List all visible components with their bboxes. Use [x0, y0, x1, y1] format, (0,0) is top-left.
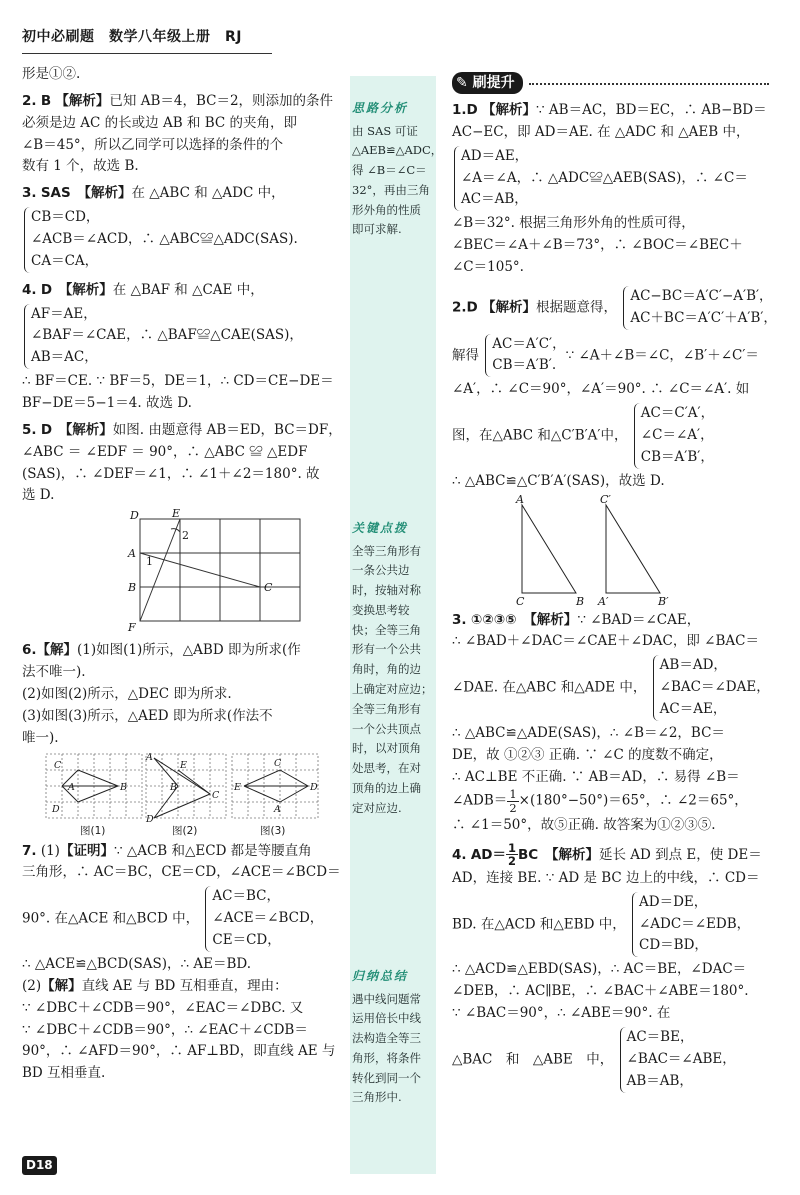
text-line: 已知 AB＝4，BC＝2，则添加的条件	[109, 92, 334, 109]
equation-system	[24, 304, 303, 370]
side-note-line: 由 SAS 可证	[352, 123, 418, 138]
text-fragment: ∵ ∠A＋∠B＝∠C，∠B′＋∠C′＝	[565, 346, 759, 363]
side-note-line: 顶角的边上确	[352, 780, 421, 795]
text-line: 法不唯一).	[22, 664, 86, 681]
side-note-line: 角形，将条件	[352, 1050, 421, 1065]
equation-line: CE＝CD，	[212, 932, 281, 949]
equation-line: AC＝AE，	[659, 701, 727, 718]
analysis-tag: 【解析】	[65, 421, 113, 438]
text-line: ∵ ∠DBC＋∠CDB＝90°，∠EAC＝∠DBC. 又	[22, 999, 304, 1016]
equation-system	[454, 146, 748, 212]
side-note-line: 三角形中.	[352, 1090, 402, 1105]
equation-system	[24, 207, 298, 273]
section-title-bar	[452, 72, 782, 96]
question-number: 2.	[22, 92, 37, 109]
text-line: ∠B＝45°，所以乙同学可以选择的条件的个	[22, 136, 284, 153]
text-line: (3)如图(3)所示，△AED 即为所求(作法不	[22, 707, 273, 724]
text-fragment: ∠DAE. 在△ABC 和△ADE 中，	[452, 679, 647, 696]
svg-text:E: E	[234, 781, 241, 793]
equation-line: AC＋BC＝A′C′＋A′B′，	[630, 309, 777, 326]
equation-system	[634, 403, 714, 469]
text-fragment: 图，在△ABC 和△C′B′A′中，	[452, 427, 628, 444]
text-line: ∠BEC＝∠A＋∠B＝73°，∴ ∠BOC＝∠BEC＋	[452, 237, 743, 254]
side-note-line: 即可求解.	[352, 222, 402, 237]
text-line: BD 互相垂直.	[22, 1065, 106, 1082]
answer-4	[22, 280, 348, 415]
answer-choice: D	[40, 421, 53, 438]
side-note-line: 形有一个公共	[352, 642, 421, 657]
figure-caption: 图(3)	[260, 824, 286, 836]
answer-5	[22, 420, 348, 635]
answer-choice: D	[40, 281, 53, 298]
text-line: ∵ AB＝AC，BD＝EC，∴ AB−BD＝	[536, 102, 767, 118]
equation-system	[205, 886, 323, 952]
text-line: ∴ △ABC≌△C′B′A′(SAS)，故选 D.	[452, 472, 665, 489]
text-line: ∴ △ACD≌△EBD(SAS)，∴ AC＝BE，∠DAC＝	[452, 961, 747, 978]
point-label: D	[130, 509, 139, 523]
answer-7	[22, 841, 348, 1085]
side-note-line: 转化到同一个	[352, 1070, 421, 1085]
side-note-line: 上确定对应边；	[352, 681, 433, 696]
answer-value	[470, 840, 539, 869]
side-note-line: 定对应边.	[352, 800, 402, 815]
text-line: 90°，∴ ∠AFD＝90°，∴ AF⊥BD，即直线 AE 与	[22, 1043, 336, 1060]
text-line: (1)如图(1)所示，△ABD 即为所求(作	[77, 642, 301, 659]
answer-6	[22, 640, 348, 835]
side-note-title: 归纳总结	[352, 969, 409, 983]
svg-text:D: D	[52, 803, 60, 815]
solution-tag: 【解】	[41, 977, 82, 994]
text-line: 必须是边 AC 的长或边 AB 和 BC 的夹角，即	[22, 114, 297, 131]
question-number: 4.	[452, 846, 467, 863]
question-number: 3.	[452, 611, 467, 628]
side-note-line: △AEB≌△ADC，	[352, 143, 443, 158]
page-header	[22, 26, 322, 54]
side-note-title: 关键点拨	[352, 521, 409, 535]
fraction-denominator: 2	[507, 854, 516, 869]
answer-2	[22, 91, 348, 178]
side-note-line: 得 ∠B＝∠C＝	[352, 163, 427, 178]
text-line: ∴ △ACE≌△BCD(SAS)，∴ AE＝BD.	[22, 955, 252, 972]
equation-line: AB＝AD，	[659, 657, 727, 674]
answer-1-tail	[22, 64, 348, 86]
side-note-line: 处思考，在对	[352, 761, 421, 776]
point-label: C′	[600, 492, 611, 506]
text-line: 选 D.	[22, 487, 55, 504]
side-note-key-points	[352, 518, 436, 818]
text-line: (2)如图(2)所示，△DEC 即为所求.	[22, 686, 232, 703]
equation-line: AC＝BE，	[626, 1028, 694, 1045]
side-note-title: 思路分析	[352, 101, 409, 115]
text-line: ∴ BF＝CE. ∵ BF＝5，DE＝1，∴ CD＝CE−DE＝	[22, 373, 334, 390]
text-line: 唯一).	[22, 729, 59, 746]
equation-line: ∠BAF＝∠CAE，∴ △BAF≌△CAE(SAS)，	[31, 327, 303, 344]
text-line: ∴ △ABC≌△ADE(SAS)，∴ ∠B＝∠2，BC＝	[452, 724, 725, 741]
point-label: B	[128, 581, 137, 595]
question-number: 7.	[22, 842, 37, 859]
point-label: B′	[658, 594, 669, 605]
question-number: 4.	[22, 281, 37, 298]
equation-system	[632, 892, 750, 958]
text-line: DE，故 ①②③ 正确. ∵ ∠C 的度数不确定，	[452, 746, 723, 763]
text-fragment: 解得	[452, 346, 479, 363]
side-note-line: 形外角的性质	[352, 202, 421, 217]
analysis-tag: 【解析】	[482, 299, 537, 316]
side-note-line: 遇中线问题常	[352, 991, 421, 1006]
side-note-line: 时，以对顶角	[352, 741, 421, 756]
equation-line: AF＝AE，	[31, 305, 97, 322]
text-line: ∵ ∠DBC＋∠CDB＝90°，∴ ∠EAC＋∠CDB＝	[22, 1021, 308, 1038]
text-line: ∴ ∠1＝50°，故⑤正确. 故答案为①②③⑤.	[452, 816, 716, 833]
text-line: ∠ABC ＝ ∠EDF ＝ 90°，∴ △ABC ≌ △EDF	[22, 443, 308, 460]
equation-line: CA＝CA，	[31, 252, 99, 269]
text-line: ∵ △ACB 和△ECD 都是等腰直角	[113, 842, 312, 859]
angle-label: 2	[182, 529, 189, 543]
equation-line: ∠ACE＝∠BCD，	[212, 910, 324, 927]
right-column	[452, 100, 784, 1100]
text-line: 在 △BAF 和 △CAE 中，	[112, 281, 264, 298]
answer-3	[22, 183, 348, 274]
equation-line: AC＝BC，	[212, 888, 281, 905]
text-line: 在 △ABC 和 △ADC 中，	[131, 185, 285, 202]
header-rule	[22, 53, 272, 54]
side-note-line: 一条公共边	[352, 563, 410, 578]
section-title-text: 刷提升	[472, 75, 515, 91]
equation-line: AD＝AE，	[461, 147, 529, 164]
equation-line: CB＝CD，	[31, 209, 100, 226]
equation-line: AC＝AB，	[461, 191, 528, 208]
fraction-denominator: 2	[509, 801, 517, 816]
answer-r2	[452, 284, 784, 605]
equation-system	[620, 1027, 736, 1093]
analysis-tag: 【解析】	[530, 611, 578, 628]
text-line: BF−DE＝5−1＝4. 故选 D.	[22, 395, 192, 412]
text-fragment: AD＝	[470, 846, 506, 863]
equation-system	[485, 334, 565, 378]
equation-line: AC−BC＝A′C′−A′B′，	[630, 287, 773, 304]
svg-text:D: D	[146, 813, 154, 825]
grid-figures-q6	[22, 750, 348, 836]
answer-r1	[452, 100, 784, 279]
text-line: ∠B＝32°. 根据三角形外角的性质可得，	[452, 215, 695, 232]
equation-line: AD＝DE，	[639, 893, 708, 910]
figure-caption: 图(2)	[172, 824, 198, 836]
text-line: ∠A′，∴ ∠C＝90°，∠A′＝90°. ∴ ∠C＝∠A′. 如	[452, 381, 750, 398]
text-line: 如图. 由题意得 AB＝ED，BC＝DF，	[112, 421, 342, 438]
text-line: 直线 AE 与 BD 互相垂直，理由：	[81, 977, 288, 994]
svg-text:C: C	[274, 757, 282, 769]
proof-tag: 【证明】	[59, 842, 114, 859]
brush-icon: ✎	[456, 75, 473, 91]
point-label: C	[516, 594, 525, 605]
svg-text:D: D	[310, 781, 318, 793]
answer-choice: ①②③⑤	[470, 611, 517, 628]
text-line: 形是①②.	[22, 66, 81, 82]
answer-r4	[452, 842, 784, 1095]
equation-line: AC＝A′C′，	[492, 335, 566, 352]
text-line: ∠DEB，∴ AC∥BE，∴ ∠BAC＋∠ABE＝180°.	[452, 983, 749, 1000]
equation-line: ∠ADC＝∠EDB，	[639, 915, 751, 932]
fraction	[507, 788, 518, 814]
point-label: E	[172, 507, 181, 521]
question-number: 5.	[22, 421, 37, 438]
text-line: ∵ ∠BAD＝∠CAE，	[577, 611, 701, 628]
grid-figure-q5	[22, 507, 348, 635]
header-title: 初中必刷题 数学八年级上册 RJ	[22, 29, 242, 45]
point-label: C	[264, 581, 273, 595]
svg-text:A: A	[274, 803, 281, 815]
side-note-line: 全等三角形有	[352, 701, 421, 716]
answer-choice: B	[40, 92, 52, 109]
answer-r3	[452, 610, 784, 837]
analysis-tag: 【解析】	[65, 281, 113, 298]
fraction	[506, 842, 518, 868]
point-label: A	[128, 547, 136, 561]
question-number: 6.	[22, 642, 37, 659]
text-line: (SAS)，∴ ∠DEF＝∠1，∴ ∠1＋∠2＝180°. 故	[22, 465, 320, 482]
text-line: 延长 AD 到点 E，使 DE＝	[598, 846, 762, 863]
equation-line: AB＝AB，	[626, 1072, 693, 1089]
text-fragment: ×(180°−50°)＝65°，∴ ∠2＝65°，	[518, 793, 748, 810]
text-line: AD，连接 BE. ∵ AD 是 BC 边上的中线，∴ CD＝	[452, 869, 760, 886]
text-fragment: (1)	[40, 842, 60, 859]
answer-choice: D	[466, 102, 478, 118]
figure-caption: 图(1)	[80, 824, 106, 836]
equation-line: CB＝A′B′.	[492, 357, 557, 374]
svg-text:C: C	[212, 789, 220, 801]
side-note-line: 变换思考较	[352, 602, 410, 617]
analysis-tag: 【解析】	[482, 102, 537, 118]
text-fragment: BC	[518, 846, 539, 863]
text-line: ∠C＝105°.	[452, 259, 524, 276]
angle-label: 1	[146, 555, 153, 569]
question-number: 1.	[452, 102, 467, 118]
equation-line: ∠BAC＝∠ABE，	[626, 1050, 736, 1067]
equation-line: CB＝A′B′，	[640, 448, 714, 465]
triangles-figure-q2	[452, 493, 784, 605]
equation-line: ∠BAC＝∠DAE，	[659, 679, 770, 696]
answer-choice: D	[466, 299, 478, 316]
text-line: ∵ ∠BAC＝90°，∴ ∠ABE＝90°. 在	[452, 1005, 671, 1022]
point-label: B	[576, 594, 585, 605]
question-number: 3.	[22, 185, 37, 202]
equation-line: CD＝BD，	[639, 937, 708, 954]
analysis-tag: 【解析】	[551, 846, 599, 863]
equation-line: AC＝C′A′，	[640, 405, 715, 422]
side-note-analysis	[352, 98, 443, 240]
analysis-tag: 【解析】	[55, 92, 110, 109]
point-label: F	[128, 621, 136, 635]
section-title	[452, 72, 523, 94]
side-note-line: 快；全等三角	[352, 622, 421, 637]
side-note-line: 32°，再由三角	[352, 182, 430, 197]
question-number: 2.	[452, 299, 467, 316]
svg-text:A: A	[68, 781, 75, 793]
side-note-line: 角时，角的边	[352, 662, 421, 677]
equation-line: ∠ACB＝∠ACD，∴ △ABC≌△ADC(SAS).	[31, 231, 298, 248]
text-line: 90°. 在△ACE 和△BCD 中，	[22, 910, 200, 927]
equation-line: ∠C＝∠A′，	[640, 427, 714, 444]
svg-text:B: B	[120, 781, 127, 793]
answer-choice: SAS	[40, 185, 71, 202]
side-note-line: 时，按轴对称	[352, 583, 421, 598]
point-label: A′	[598, 594, 609, 605]
side-note-line: 全等三角形有	[352, 543, 421, 558]
text-fragment: BD. 在△ACD 和△EBD 中，	[452, 916, 626, 933]
solution-tag: 【解】	[36, 642, 78, 659]
svg-text:C: C	[54, 759, 62, 771]
equation-line: AB＝AC，	[31, 349, 98, 366]
page-number: D18	[22, 1156, 57, 1175]
text-fragment: 根据题意得，	[536, 299, 618, 316]
fraction-numerator: 1	[507, 840, 516, 855]
side-note-summary	[352, 966, 436, 1108]
text-line: AC−EC，即 AD＝AE. 在 △ADC 和 △AEB 中，	[452, 123, 750, 140]
svg-text:E: E	[180, 759, 187, 771]
point-label: A	[516, 492, 524, 506]
svg-text:A: A	[146, 751, 153, 763]
analysis-tag: 【解析】	[84, 185, 132, 202]
side-note-line: 法构造全等三	[352, 1031, 421, 1046]
svg-text:B: B	[170, 781, 177, 793]
left-column	[22, 64, 348, 1090]
text-line: 数有 1 个，故选 B.	[22, 158, 139, 175]
dotted-rule	[529, 83, 769, 85]
text-fragment: ∠ADB＝	[452, 793, 508, 810]
text-line: ∴ ∠BAD＋∠DAC＝∠CAE＋∠DAC，即 ∠BAC＝	[452, 633, 759, 650]
equation-system	[653, 655, 770, 721]
text-fragment: △BAC 和 △ABE 中，	[452, 1051, 614, 1068]
text-line: ∴ AC⊥BE 不正确. ∵ AB＝AD，∴ 易得 ∠B＝	[452, 768, 740, 785]
equation-system	[623, 286, 777, 330]
fraction-numerator: 1	[509, 787, 517, 802]
text-fragment: (2)	[22, 977, 42, 994]
side-note-line: 运用倍长中线	[352, 1011, 421, 1026]
side-note-line: 一个公共顶点	[352, 721, 421, 736]
equation-line: ∠A＝∠A，∴ △ADC≌△AEB(SAS)，∴ ∠C＝	[461, 169, 748, 186]
text-line: 三角形，∴ AC＝BC，CE＝CD，∠ACE＝∠BCD＝	[22, 864, 341, 881]
